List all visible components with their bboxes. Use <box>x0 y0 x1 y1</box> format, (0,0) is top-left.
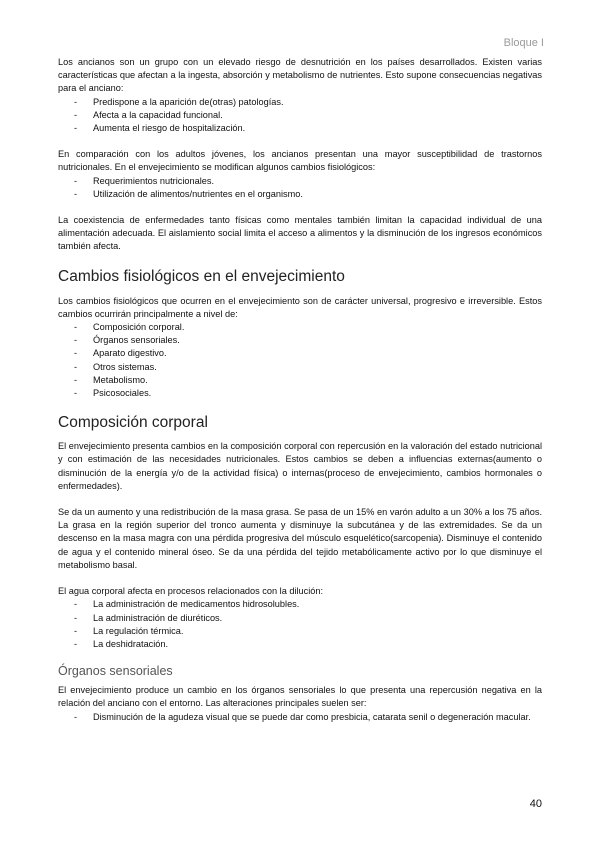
intro-paragraph-1: Los ancianos son un grupo con un elevado riesgo de desnutrición en los países desarrollados. Existen varias características que afectan a la ingesta, absorción y metabolismo de nutrientes. Esto supone consecuencias negativas para el anciano: <box>58 57 542 94</box>
list-item: - Disminución de la agudeza visual que se puede dar como presbicia, catarata senil o degeneración macular. <box>74 711 531 722</box>
list-item: - Afecta a la capacidad funcional. <box>74 109 223 120</box>
intro-paragraph-3: La coexistencia de enfermedades tanto físicas como mentales también limitan la capacidad individual de una alimentación adecuada. El aislamiento social limita el acceso a alimentos y la disminución de los ingresos económicos también afecta. <box>58 215 542 252</box>
list-item: - Predispone a la aparición de(otras) patologías. <box>74 96 284 107</box>
list-item: - Utilización de alimentos/nutrientes en el organismo. <box>74 188 303 199</box>
list-item: - Aumenta el riesgo de hospitalización. <box>74 123 246 134</box>
composicion-paragraph-3: El agua corporal afecta en procesos relacionados con la dilución: <box>58 586 324 597</box>
organos-list <box>58 711 542 724</box>
composicion-paragraph-1: El envejecimiento presenta cambios en la composición corporal con repercusión en la valoración del estado nutricional y con estimación de las necesidades nutricionales. Estos cambios se deben a influencias externas(aumento o disminución de la energía y/o de la actividad física) o internas(proceso de envejecimiento, cambios hormonales o enfermedades). <box>58 441 542 491</box>
list-item: - Requerimientos nutricionales. <box>74 175 215 186</box>
heading-composicion-corporal: Composición corporal <box>58 414 208 432</box>
list-item: - Órganos sensoriales. <box>74 335 180 346</box>
page-number: 40 <box>529 798 542 810</box>
cambios-list <box>58 321 542 400</box>
list-item: - Psicosociales. <box>74 388 152 399</box>
intro-paragraph-2: En comparación con los adultos jóvenes, los ancianos presentan una mayor susceptibilidad de trastornos nutricionales. En el envejecimiento se modifican algunos cambios fisiológicos: <box>58 149 542 173</box>
list-item: - Aparato digestivo. <box>74 348 167 359</box>
heading-cambios-fisiologicos: Cambios fisiológicos en el envejecimiento <box>58 267 345 285</box>
organos-paragraph: El envejecimiento produce un cambio en los órganos sensoriales lo que presenta una repercusión negativa en la relación del anciano con el entorno. Las alteraciones principales suelen ser: <box>58 685 542 709</box>
list-item: - Metabolismo. <box>74 374 148 385</box>
intro-list-2 <box>58 175 542 201</box>
section-header: Bloque I <box>503 37 544 49</box>
composicion-list <box>58 598 542 651</box>
list-item: - La deshidratación. <box>74 638 169 649</box>
page-content <box>58 56 542 724</box>
list-item: - Otros sistemas. <box>74 361 157 372</box>
list-item: - La administración de diuréticos. <box>74 612 223 623</box>
list-item: - Composición corporal. <box>74 322 185 333</box>
intro-list-1 <box>58 96 542 136</box>
composicion-paragraph-2: Se da un aumento y una redistribución de la masa grasa. Se pasa de un 15% en varón adulto a un 30% a los 75 años. La grasa en la región superior del tronco aumenta y disminuye la subcutánea y de las extremidades. Se da un descenso en la masa magra con una pérdida progresiva del músculo esquelético(sarcopenia). Disminuye el contenido de agua y el contenido mineral óseo. Se da una pérdida del tejido metabólicamente activo por lo que disminuye el metabolismo basal. <box>58 507 542 570</box>
cambios-paragraph: Los cambios fisiológicos que ocurren en el envejecimiento son de carácter universal, progresivo e irreversible. Estos cambios ocurrirán principalmente a nivel de: <box>58 295 542 319</box>
heading-organos-sensoriales: Órganos sensoriales <box>58 664 173 679</box>
list-item: - La administración de medicamentos hidrosolubles. <box>74 599 300 610</box>
list-item: - La regulación térmica. <box>74 625 184 636</box>
